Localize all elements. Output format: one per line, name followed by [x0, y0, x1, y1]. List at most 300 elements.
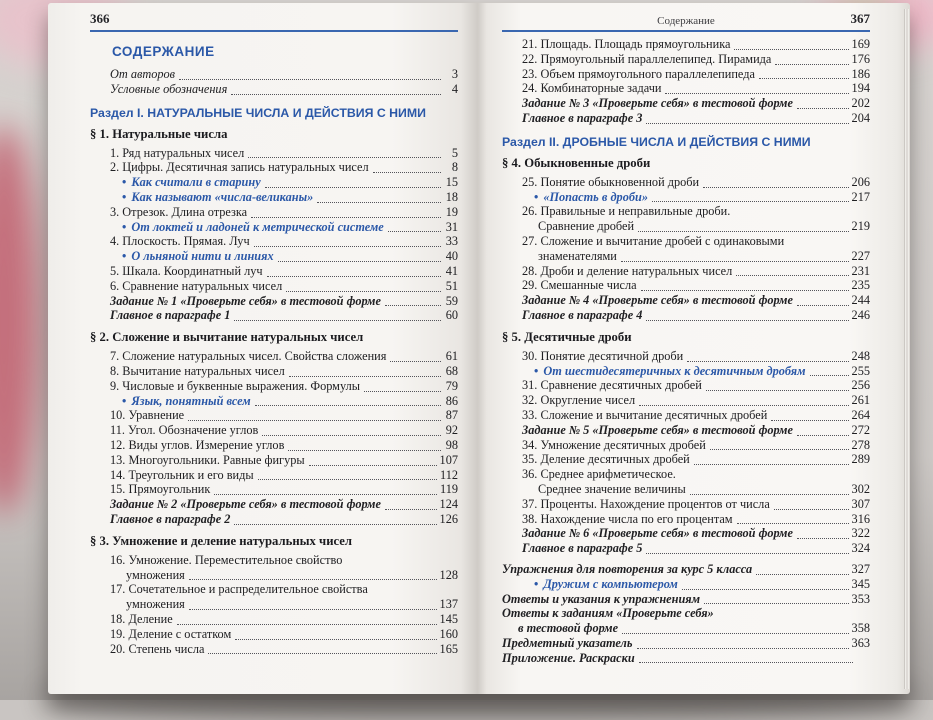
dot-leader: [775, 64, 848, 65]
dot-leader: [208, 653, 436, 654]
section-heading: § 3. Умножение и деление натуральных чисел: [90, 534, 458, 549]
entry-text: Главное в параграфе 5: [522, 541, 642, 556]
entry-text: 27. Сложение и вычитание дробей с одинаковыми: [522, 234, 784, 249]
toc-entry-line: [522, 204, 870, 219]
page-ref: 278: [852, 438, 870, 453]
bullet-icon: •: [534, 364, 538, 379]
toc-block: [90, 553, 458, 657]
dot-leader: [622, 633, 849, 634]
dot-leader: [388, 231, 441, 232]
dot-leader: [289, 376, 441, 377]
toc-entry: [90, 220, 458, 235]
right-page-number: 367: [838, 11, 870, 27]
page-ref: 68: [444, 364, 458, 379]
toc-entry: [502, 651, 870, 666]
book-spread: [48, 3, 910, 694]
dot-leader: [646, 320, 848, 321]
entry-text: О льняной нити и линиях: [131, 249, 273, 264]
dot-leader: [317, 202, 441, 203]
dot-leader: [706, 390, 849, 391]
toc-entry: [502, 234, 870, 264]
toc-entry-line: [522, 512, 870, 527]
dot-leader: [810, 375, 849, 376]
page-ref: 307: [852, 497, 870, 512]
part-heading: Раздел I. НАТУРАЛЬНЫЕ ЧИСЛА И ДЕЙСТВИЯ С НИМИ: [90, 106, 458, 120]
entry-text: 9. Числовые и буквенные выражения. Формулы: [110, 379, 360, 394]
toc-entry: [502, 592, 870, 607]
page-ref: 345: [852, 577, 870, 592]
toc-entry: [90, 249, 458, 264]
toc-entry-line: [110, 423, 458, 438]
dot-leader: [665, 93, 848, 94]
page-ref: 256: [852, 378, 870, 393]
dot-leader: [797, 538, 849, 539]
page-ref: 60: [444, 308, 458, 323]
toc-entry-line: [110, 146, 458, 161]
dot-leader: [641, 290, 849, 291]
section-heading: § 1. Натуральные числа: [90, 127, 458, 142]
dot-leader: [703, 187, 848, 188]
dot-leader: [797, 435, 849, 436]
page-ref: 112: [440, 468, 458, 483]
entry-text: 19. Деление с остатком: [110, 627, 231, 642]
toc-entry: [502, 190, 870, 205]
entry-text: От шестидесятеричных к десятичным дробям: [543, 364, 805, 379]
section-heading: § 4. Обыкновенные дроби: [502, 156, 870, 171]
entry-text: Задание № 5 «Проверьте себя» в тестовой форме: [522, 423, 793, 438]
toc-entry: [502, 111, 870, 126]
page-ref: 86: [444, 394, 458, 409]
entry-text: Упражнения для повторения за курс 5 класса: [502, 562, 752, 577]
toc-entry-line: [122, 175, 458, 190]
entry-text: Сравнение дробей: [538, 219, 634, 234]
entry-text: Как считали в старину: [131, 175, 260, 190]
toc-entry-line: [110, 205, 458, 220]
toc-entry-line: [522, 111, 870, 126]
page-ref: 145: [440, 612, 458, 627]
toc-entry-line: [534, 577, 870, 592]
toc-entry-line: [110, 468, 458, 483]
entry-text: 10. Уравнение: [110, 408, 184, 423]
entry-text: 33. Сложение и вычитание десятичных дробей: [522, 408, 767, 423]
page-ref: 19: [444, 205, 458, 220]
toc-block: [502, 175, 870, 323]
toc-title: СОДЕРЖАНИЕ: [90, 44, 458, 59]
dot-leader: [364, 391, 441, 392]
page-ref: 204: [852, 111, 870, 126]
page-ref: 98: [444, 438, 458, 453]
page-ref: 165: [440, 642, 458, 657]
page-ref: 272: [852, 423, 870, 438]
bullet-icon: •: [122, 220, 126, 235]
page-ref: 235: [852, 278, 870, 293]
page-ref: 4: [444, 82, 458, 97]
toc-entry: [90, 82, 458, 97]
toc-entry-line: [522, 67, 870, 82]
dot-leader: [385, 509, 437, 510]
entry-text: 11. Угол. Обозначение углов: [110, 423, 258, 438]
entry-text: Главное в параграфе 3: [522, 111, 642, 126]
entry-text: 35. Деление десятичных дробей: [522, 452, 690, 467]
part-heading: Раздел II. ДРОБНЫЕ ЧИСЛА И ДЕЙСТВИЯ С НИМИ: [502, 135, 870, 149]
toc-entry: [502, 293, 870, 308]
entry-text: Как называют «числа-великаны»: [131, 190, 313, 205]
toc-entry: [502, 423, 870, 438]
entry-text: 20. Степень числа: [110, 642, 204, 657]
page-ref: 33: [444, 234, 458, 249]
toc-entry: [90, 482, 458, 497]
toc-entry: [90, 423, 458, 438]
entry-text: Главное в параграфе 1: [110, 308, 230, 323]
entry-text: в тестовой форме: [518, 621, 618, 636]
bullet-icon: •: [122, 175, 126, 190]
left-page-body: [90, 67, 458, 656]
page-ref: 160: [440, 627, 458, 642]
dot-leader: [639, 405, 848, 406]
toc-entry: [90, 497, 458, 512]
entry-text: 12. Виды углов. Измерение углов: [110, 438, 284, 453]
dot-leader: [797, 305, 849, 306]
toc-entry-line: [522, 81, 870, 96]
entry-text: умножения: [126, 597, 185, 612]
toc-entry-line: [522, 467, 870, 482]
toc-entry: [502, 452, 870, 467]
dot-leader: [267, 276, 441, 277]
entry-text: Предметный указатель: [502, 636, 633, 651]
toc-entry-line: [110, 82, 458, 97]
dot-leader: [286, 291, 441, 292]
page-ref: 261: [852, 393, 870, 408]
page-ref: 31: [444, 220, 458, 235]
toc-entry-line: [502, 562, 870, 577]
dot-leader: [771, 420, 848, 421]
entry-text: Главное в параграфе 4: [522, 308, 642, 323]
toc-entry-line: [534, 190, 870, 205]
toc-entry-line: [122, 190, 458, 205]
entry-text: умножения: [126, 568, 185, 583]
dot-leader: [694, 464, 849, 465]
toc-entry-line: [522, 482, 870, 497]
entry-text: 7. Сложение натуральных чисел. Свойства сложения: [110, 349, 386, 364]
page-ref: 353: [852, 592, 870, 607]
dot-leader: [251, 217, 441, 218]
toc-block: [502, 562, 870, 666]
dot-leader: [373, 172, 441, 173]
dot-leader: [756, 574, 848, 575]
toc-entry-line: [502, 606, 870, 621]
page-ref: 186: [852, 67, 870, 82]
toc-entry-line: [522, 234, 870, 249]
page-ref: 316: [852, 512, 870, 527]
toc-entry: [502, 308, 870, 323]
page-ref: 255: [852, 364, 870, 379]
dot-leader: [214, 494, 437, 495]
toc-entry-line: [502, 636, 870, 651]
toc-entry: [90, 349, 458, 364]
toc-entry-line: [110, 512, 458, 527]
dot-leader: [254, 246, 441, 247]
toc-entry-line: [522, 541, 870, 556]
toc-entry: [502, 438, 870, 453]
toc-entry-line: [110, 279, 458, 294]
page-ref: 87: [444, 408, 458, 423]
toc-entry-line: [110, 67, 458, 82]
page-ref: 244: [852, 293, 870, 308]
dot-leader: [737, 523, 849, 524]
toc-entry-line: [522, 393, 870, 408]
dot-leader: [262, 435, 441, 436]
toc-entry: [502, 467, 870, 497]
toc-entry: [90, 627, 458, 642]
toc-entry: [502, 541, 870, 556]
entry-text: 5. Шкала. Координатный луч: [110, 264, 263, 279]
entry-text: 1. Ряд натуральных чисел: [110, 146, 244, 161]
toc-entry-line: [110, 627, 458, 642]
dot-leader: [736, 275, 848, 276]
toc-entry: [502, 393, 870, 408]
page-ref: 264: [852, 408, 870, 423]
toc-entry-line: [110, 308, 458, 323]
toc-entry-line: [110, 482, 458, 497]
toc-entry-line: [110, 642, 458, 657]
toc-entry: [90, 512, 458, 527]
page-ref: 231: [852, 264, 870, 279]
toc-entry: [90, 612, 458, 627]
page-ref: 8: [444, 160, 458, 175]
dot-leader: [638, 231, 849, 232]
toc-entry: [502, 512, 870, 527]
toc-entry: [90, 279, 458, 294]
left-page-number: 366: [90, 11, 122, 27]
page-ref: 219: [852, 219, 870, 234]
toc-entry-line: [534, 364, 870, 379]
page-ref: 18: [444, 190, 458, 205]
entry-text: 38. Нахождение числа по его процентам: [522, 512, 733, 527]
toc-entry: [90, 438, 458, 453]
toc-entry-line: [522, 219, 870, 234]
toc-entry: [502, 526, 870, 541]
toc-entry-line: [110, 438, 458, 453]
toc-entry-line: [522, 308, 870, 323]
dot-leader: [690, 494, 849, 495]
entry-text: Задание № 2 «Проверьте себя» в тестовой форме: [110, 497, 381, 512]
page-ref: 246: [852, 308, 870, 323]
bullet-icon: •: [534, 577, 538, 592]
entry-text: «Попасть в дроби»: [543, 190, 648, 205]
toc-entry: [502, 37, 870, 52]
toc-entry-line: [110, 364, 458, 379]
entry-text: Задание № 3 «Проверьте себя» в тестовой форме: [522, 96, 793, 111]
toc-entry: [502, 175, 870, 190]
toc-entry-line: [522, 438, 870, 453]
dot-leader: [188, 420, 441, 421]
dot-leader: [646, 123, 848, 124]
page-ref: 202: [852, 96, 870, 111]
entry-text: Среднее значение величины: [538, 482, 686, 497]
entry-text: 15. Прямоугольник: [110, 482, 210, 497]
bullet-icon: •: [122, 394, 126, 409]
entry-text: 3. Отрезок. Длина отрезка: [110, 205, 247, 220]
dot-leader: [687, 361, 848, 362]
page-ref: 126: [440, 512, 458, 527]
page-ref: 227: [852, 249, 870, 264]
dot-leader: [710, 449, 849, 450]
toc-entry: [502, 81, 870, 96]
dot-leader: [646, 553, 848, 554]
entry-text: 16. Умножение. Переместительное свойство: [110, 553, 342, 568]
dot-leader: [390, 361, 441, 362]
dot-leader: [234, 320, 441, 321]
toc-entry: [502, 606, 870, 636]
toc-entry-line: [522, 278, 870, 293]
toc-entry: [502, 96, 870, 111]
entry-text: 26. Правильные и неправильные дроби.: [522, 204, 730, 219]
entry-text: 31. Сравнение десятичных дробей: [522, 378, 702, 393]
toc-entry-line: [122, 249, 458, 264]
dot-leader: [234, 524, 436, 525]
right-page: [478, 3, 910, 694]
toc-entry-line: [122, 394, 458, 409]
toc-entry-line: [522, 293, 870, 308]
entry-text: 22. Прямоугольный параллелепипед. Пирамида: [522, 52, 771, 67]
page-ref: 79: [444, 379, 458, 394]
toc-entry-line: [522, 96, 870, 111]
entry-text: 24. Комбинаторные задачи: [522, 81, 661, 96]
toc-entry: [502, 408, 870, 423]
toc-entry: [90, 175, 458, 190]
right-page-header: [502, 11, 870, 32]
toc-entry: [502, 204, 870, 234]
dot-leader: [682, 589, 849, 590]
page-ref: 15: [444, 175, 458, 190]
toc-entry-line: [522, 452, 870, 467]
entry-text: Задание № 4 «Проверьте себя» в тестовой форме: [522, 293, 793, 308]
toc-entry-line: [110, 597, 458, 612]
dot-leader: [248, 157, 441, 158]
page-ref: 206: [852, 175, 870, 190]
dot-leader: [774, 509, 849, 510]
toc-entry-line: [522, 37, 870, 52]
dot-leader: [385, 305, 441, 306]
toc-entry: [502, 378, 870, 393]
page-ref: 40: [444, 249, 458, 264]
entry-text: 17. Сочетательное и распределительное свойства: [110, 582, 368, 597]
toc-entry: [90, 553, 458, 583]
entry-text: 23. Объем прямоугольного параллелепипеда: [522, 67, 755, 82]
toc-entry-line: [522, 175, 870, 190]
entry-text: Условные обозначения: [110, 82, 227, 97]
dot-leader: [639, 662, 853, 663]
entry-text: 4. Плоскость. Прямая. Луч: [110, 234, 250, 249]
left-page-header: [90, 11, 458, 32]
entry-text: 36. Среднее арифметическое.: [522, 467, 676, 482]
toc-entry: [90, 190, 458, 205]
entry-text: Ответы и указания к упражнениям: [502, 592, 700, 607]
dot-leader: [278, 261, 441, 262]
dot-leader: [258, 479, 437, 480]
bullet-icon: •: [122, 190, 126, 205]
toc-entry-line: [110, 497, 458, 512]
toc-entry-line: [110, 553, 458, 568]
entry-text: 21. Площадь. Площадь прямоугольника: [522, 37, 730, 52]
toc-entry-line: [522, 249, 870, 264]
toc-entry: [90, 308, 458, 323]
toc-entry-line: [522, 408, 870, 423]
entry-text: 6. Сравнение натуральных чисел: [110, 279, 282, 294]
toc-block: [502, 37, 870, 126]
dot-leader: [309, 465, 437, 466]
toc-entry: [90, 205, 458, 220]
dot-leader: [652, 201, 849, 202]
entry-text: 2. Цифры. Десятичная запись натуральных чисел: [110, 160, 369, 175]
entry-text: 8. Вычитание натуральных чисел: [110, 364, 285, 379]
entry-text: 34. Умножение десятичных дробей: [522, 438, 706, 453]
toc-entry-line: [110, 568, 458, 583]
dot-leader: [288, 450, 441, 451]
toc-entry-line: [522, 264, 870, 279]
entry-text: 13. Многоугольники. Равные фигуры: [110, 453, 305, 468]
toc-entry-line: [110, 582, 458, 597]
toc-entry-line: [522, 349, 870, 364]
bullet-icon: •: [534, 190, 538, 205]
entry-text: 25. Понятие обыкновенной дроби: [522, 175, 699, 190]
dot-leader: [797, 108, 849, 109]
toc-entry: [90, 160, 458, 175]
entry-text: Задание № 1 «Проверьте себя» в тестовой форме: [110, 294, 381, 309]
toc-entry: [90, 146, 458, 161]
page-ref: 3: [444, 67, 458, 82]
dot-leader: [734, 49, 848, 50]
toc-entry: [90, 67, 458, 82]
toc-entry: [502, 497, 870, 512]
entry-text: 29. Смешанные числа: [522, 278, 637, 293]
toc-entry-line: [522, 378, 870, 393]
toc-entry-line: [110, 349, 458, 364]
toc-entry-line: [522, 52, 870, 67]
entry-text: От локтей и ладоней к метрической системе: [131, 220, 383, 235]
dot-leader: [189, 579, 437, 580]
page-ref: 322: [852, 526, 870, 541]
entry-text: 18. Деление: [110, 612, 173, 627]
toc-block: [90, 146, 458, 324]
toc-entry: [502, 278, 870, 293]
dot-leader: [177, 624, 437, 625]
entry-text: Ответы к заданиям «Проверьте себя»: [502, 606, 714, 621]
toc-entry: [502, 364, 870, 379]
page-ref: 327: [852, 562, 870, 577]
toc-entry: [90, 264, 458, 279]
toc-entry: [90, 408, 458, 423]
page-ref: 92: [444, 423, 458, 438]
dot-leader: [621, 261, 849, 262]
toc-entry-line: [122, 220, 458, 235]
entry-text: 37. Проценты. Нахождение процентов от числа: [522, 497, 770, 512]
dot-leader: [265, 187, 441, 188]
toc-entry: [90, 582, 458, 612]
dot-leader: [704, 603, 849, 604]
entry-text: знаменателями: [538, 249, 617, 264]
toc-entry-line: [502, 592, 870, 607]
entry-text: Дружим с компьютером: [543, 577, 678, 592]
entry-text: Задание № 6 «Проверьте себя» в тестовой форме: [522, 526, 793, 541]
toc-entry: [90, 234, 458, 249]
toc-entry-line: [110, 160, 458, 175]
right-page-body: [502, 37, 870, 665]
toc-entry: [502, 52, 870, 67]
page-ref: 128: [440, 568, 458, 583]
page-ref: 248: [852, 349, 870, 364]
bullet-icon: •: [122, 249, 126, 264]
